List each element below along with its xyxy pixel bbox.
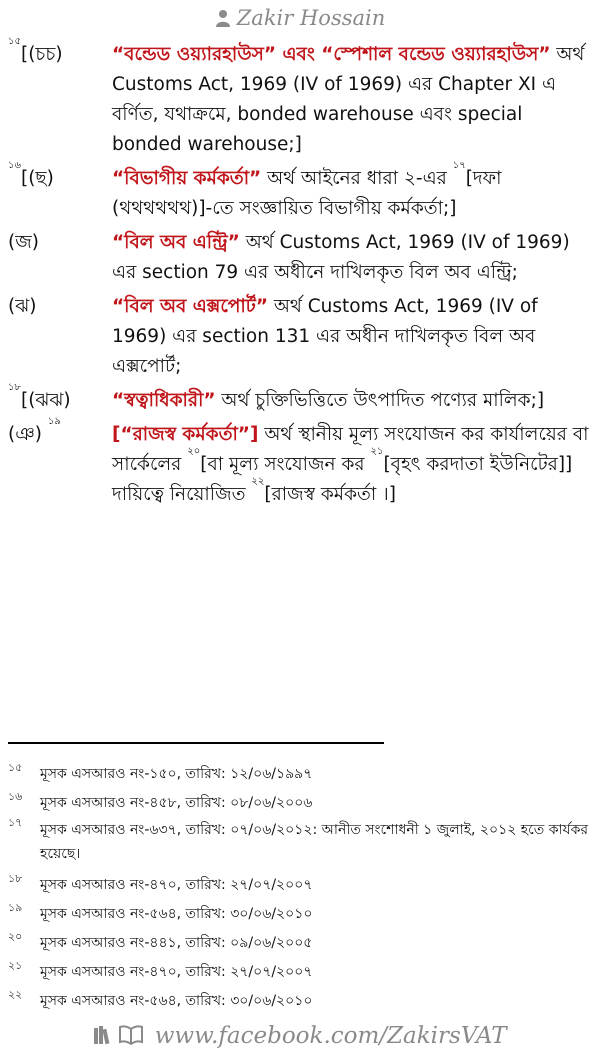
footnote-ref: ১৭ <box>452 160 466 171</box>
clause-marker: [(ঝঝ) <box>20 390 71 411</box>
footnote-text: মূসক এসআরও নং-৪৫৮, তারিখ: ০৮/০৬/২০০৬ <box>40 795 313 811</box>
footnote-text: মূসক এসআরও নং-৪৭০, তারিখ: ২৭/০৭/২০০৭ <box>40 964 313 980</box>
clause-marker: (ঝ) <box>8 296 37 317</box>
defined-term: “বন্ডেড ওয়্যারহাউস” এবং “স্পেশাল বন্ডেড ওয়্যারহাউস” <box>112 44 551 65</box>
definition-chch <box>8 36 594 160</box>
definition-text: অর্থ স্থানীয় মূল্য সংযোজন কর কার্যালয়ের বা সার্কেলের <box>112 424 589 475</box>
footnote-number: ২২ <box>8 988 23 1001</box>
clause-marker: (ঞ) <box>8 424 42 445</box>
watermark-text: Zakir Hossain <box>236 6 386 30</box>
footnote-item <box>8 929 594 958</box>
definition-jo <box>8 228 594 288</box>
definition-text: অর্থ Customs Act, 1969 (IV of 1969) এর section 79 এর অধীনে দাখিলকৃত বিল অব এন্ট্রি; <box>112 232 570 283</box>
definition-text: [বা মূল্য সংযোজন কর <box>200 454 371 475</box>
footnote-number: ১৯ <box>8 901 23 914</box>
footnote-number: ১৮ <box>8 872 23 885</box>
defined-term: “স্বত্বাধিকারী” <box>112 390 216 411</box>
definition-text: [বৃহৎ করদাতা ইউনিটের]] দায়িত্বে নিয়োজিত <box>112 454 573 505</box>
footnote-text: মূসক এসআরও নং-৪৪১, তারিখ: ০৯/০৬/২০০৫ <box>40 935 313 951</box>
footnote-text: মূসক এসআরও নং-৫৬৪, তারিখ: ৩০/০৬/২০১০ <box>40 993 313 1009</box>
footnote-item <box>8 958 594 987</box>
footnote-ref: ১৮ <box>8 382 21 393</box>
footnote-number: ১৭ <box>8 816 23 829</box>
clause-marker: [(চচ) <box>20 44 63 65</box>
footnote-item <box>8 789 594 818</box>
footnote-number: ১৬ <box>8 790 23 803</box>
books-icon <box>93 1025 115 1045</box>
clause-marker: [(ছ) <box>21 168 54 189</box>
footnote-ref: ১৫ <box>8 36 21 47</box>
defined-term: [“রাজস্ব কর্মকর্তা”] <box>112 424 259 445</box>
watermark-header <box>0 6 600 30</box>
definition-text: অর্থ Customs Act, 1969 (IV of 1969) এর Chapter XI এ বর্ণিত, যথাক্রমে, bonded warehouse এবং special bonded warehouse;] <box>112 44 585 155</box>
definition-jhojho <box>8 382 594 416</box>
footnote-number: ১৫ <box>8 761 23 774</box>
footnote-text: মূসক এসআরও নং-৬৩৭, তারিখ: ০৭/০৬/২০১২: আনীত সংশোধনী ১ জুলাই, ২০১২ হতে কার্যকর হয়েছে। <box>40 822 589 862</box>
definition-text: অর্থ আইনের ধারা ২-এর <box>261 168 453 189</box>
footer-url: www.facebook.com/ZakirsVAT <box>154 1023 507 1049</box>
footnotes-list <box>8 760 594 1016</box>
footnote-ref: ১৬ <box>8 160 21 171</box>
definition-jho <box>8 292 594 382</box>
clause-marker: (জ) <box>8 232 39 253</box>
watermark-footer <box>0 1023 600 1049</box>
defined-term: “বিভাগীয় কর্মকর্তা” <box>112 168 262 189</box>
footnote-item <box>8 871 594 900</box>
defined-term: “বিল অব এন্ট্রি” <box>112 232 240 253</box>
definitions-section <box>8 36 594 514</box>
footnote-ref: ২০ <box>187 446 201 457</box>
footnote-item <box>8 987 594 1016</box>
footnote-item <box>8 760 594 789</box>
footnote-ref: ১৯ <box>47 416 61 427</box>
footnote-text: মূসক এসআরও নং-১৫০, তারিখ: ১২/০৬/১৯৯৭ <box>40 766 313 782</box>
definition-text: অর্থ চুক্তিভিত্তিতে উৎপাদিত পণ্যের মালিক;] <box>215 390 545 411</box>
footnote-number: ২১ <box>8 959 23 972</box>
defined-term: “বিল অব এক্সপোর্ট” <box>112 296 268 317</box>
open-book-icon <box>119 1025 143 1045</box>
footnote-number: ২০ <box>8 930 23 943</box>
footnote-ref: ২২ <box>251 476 265 487</box>
footnote-item <box>8 818 594 866</box>
footnote-text: মূসক এসআরও নং-৪৭০, তারিখ: ২৭/০৭/২০০৭ <box>40 877 313 893</box>
person-icon <box>215 9 231 27</box>
definition-text: অর্থ Customs Act, 1969 (IV of 1969) এর section 131 এর অধীন দাখিলকৃত বিল অব এক্সপোর্ট; <box>112 296 538 377</box>
footnote-text: মূসক এসআরও নং-৫৬৪, তারিখ: ৩০/০৬/২০১০ <box>40 906 313 922</box>
footnote-divider <box>8 742 384 744</box>
definition-chho <box>8 160 594 224</box>
footnote-ref: ২১ <box>370 446 384 457</box>
definition-text: [রাজস্ব কর্মকর্তা ।] <box>264 484 396 505</box>
definition-text: [দফা (থথথথথথ)]-তে সংজ্ঞায়িত বিভাগীয় কর্মকর্তা;] <box>112 168 502 219</box>
footnote-item <box>8 900 594 929</box>
definition-nio <box>8 416 594 510</box>
